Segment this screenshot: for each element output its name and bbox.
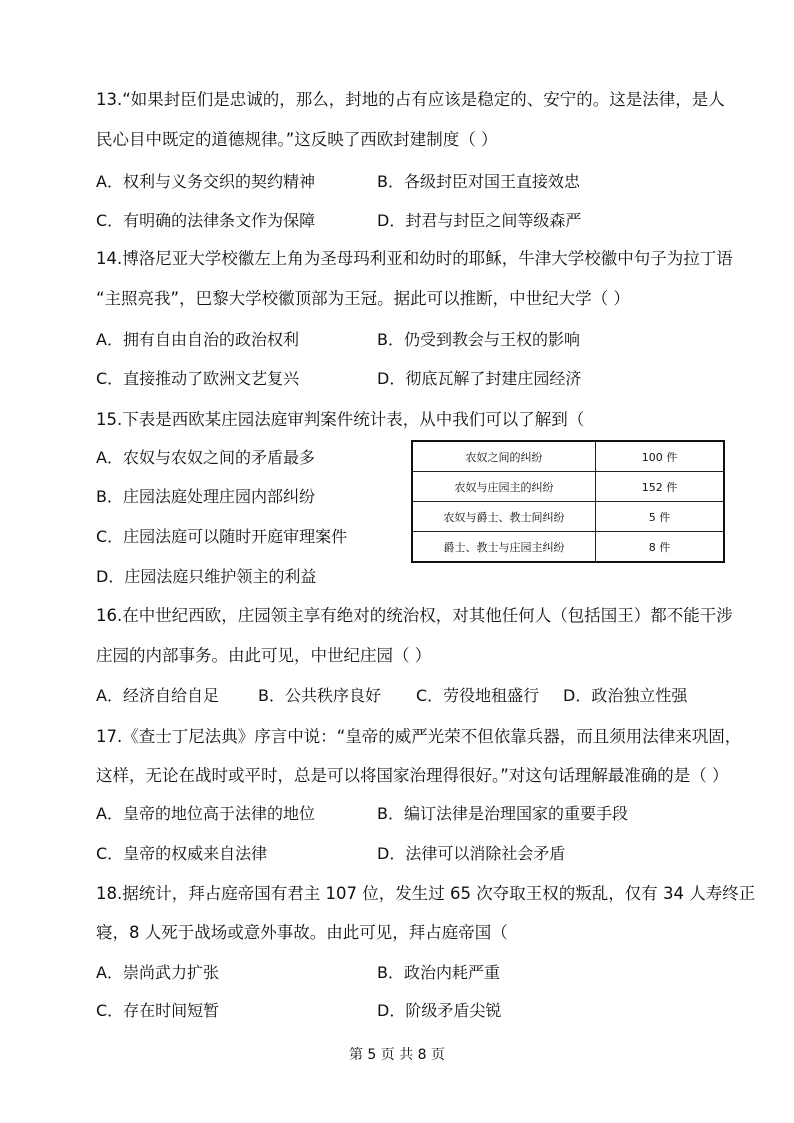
q15-option-c: C．庄园法庭可以随时开庭审理案件 — [96, 527, 348, 546]
table-cell-count: 100 件 — [596, 441, 725, 472]
q13-option-b: B．各级封臣对国王直接效忠 — [377, 172, 580, 191]
q18-stem-line2: 寝，8 人死于战场或意外事故。由此可见，拜占庭帝国（ — [96, 923, 508, 942]
q15-stem-line1: 15.下表是西欧某庄园法庭审判案件统计表，从中我们可以了解到（ — [96, 410, 585, 429]
q17-option-d: D．法律可以消除社会矛盾 — [377, 844, 566, 863]
q15-option-a: A．农奴与农奴之间的矛盾最多 — [96, 448, 315, 467]
table-cell-count: 8 件 — [596, 532, 725, 563]
q16-stem-line2: 庄园的内部事务。由此可见，中世纪庄园（ ） — [96, 646, 432, 665]
q18-stem-line1: 18.据统计，拜占庭帝国有君主 107 位，发生过 65 次夺取王权的叛乱，仅有 34 人寿终正 — [96, 884, 756, 903]
q14-stem-line2: “主照亮我”，巴黎大学校徽顶部为王冠。据此可以推断，中世纪大学（ ） — [96, 289, 630, 308]
table-cell-case: 农奴与庄园主的纠纷 — [412, 472, 596, 502]
table-row — [412, 472, 724, 502]
q18-option-c: C．存在时间短暂 — [96, 1001, 220, 1020]
table-row — [412, 502, 724, 532]
q14-option-b: B．仍受到教会与王权的影响 — [377, 330, 580, 349]
table-cell-case: 农奴与爵士、教士间纠纷 — [412, 502, 596, 532]
q17-option-b: B．编订法律是治理国家的重要手段 — [377, 804, 628, 823]
q15-option-b: B．庄园法庭处理庄园内部纠纷 — [96, 487, 315, 506]
q16-stem-line1: 16.在中世纪西欧，庄园领主享有绝对的统治权，对其他任何人（包括国王）都不能干涉 — [96, 606, 733, 625]
table-cell-case: 爵士、教士与庄园主纠纷 — [412, 532, 596, 563]
table-cell-count: 152 件 — [596, 472, 725, 502]
table-cell-case: 农奴之间的纠纷 — [412, 441, 596, 472]
q18-option-b: B．政治内耗严重 — [377, 963, 500, 982]
q14-option-d: D．彻底瓦解了封建庄园经济 — [377, 369, 582, 388]
q13-option-d: D．封君与封臣之间等级森严 — [377, 211, 582, 230]
q13-option-a: A．权利与义务交织的契约精神 — [96, 172, 315, 191]
table-cell-count: 5 件 — [596, 502, 725, 532]
table-row — [412, 532, 724, 563]
q17-option-c: C．皇帝的权威来自法律 — [96, 844, 268, 863]
q18-option-d: D．阶级矛盾尖锐 — [377, 1001, 502, 1020]
q13-stem-line2: 民心目中既定的道德规律。”这反映了西欧封建制度（ ） — [96, 130, 498, 149]
q14-stem-line1: 14.博洛尼亚大学校徽左上角为圣母玛利亚和幼时的耶稣，牛津大学校徽中句子为拉丁语 — [96, 249, 733, 268]
page-number: 第 5 页 共 8 页 — [348, 1047, 446, 1063]
q14-option-a: A．拥有自由自治的政治权利 — [96, 330, 299, 349]
q16-option-d: D．政治独立性强 — [563, 686, 688, 705]
q16-option-b: B．公共秩序良好 — [258, 686, 381, 705]
q13-stem-line1: 13.“如果封臣们是忠诚的，那么，封地的占有应该是稳定的、安宁的。这是法律，是人 — [96, 90, 725, 109]
q13-option-c: C．有明确的法律条文作为保障 — [96, 211, 316, 230]
q18-option-a: A．崇尚武力扩张 — [96, 963, 219, 982]
q17-stem-line1: 17.《查士丁尼法典》序言中说：“皇帝的威严光荣不但依靠兵器，而且须用法律来巩固， — [96, 727, 742, 746]
table-row — [412, 441, 724, 472]
q17-stem-line2: 这样，无论在战时或平时，总是可以将国家治理得很好。”对这句话理解最准确的是（ ） — [96, 766, 729, 785]
case-statistics-table — [411, 440, 725, 563]
q16-option-c: C．劳役地租盛行 — [416, 686, 540, 705]
q15-option-d: D．庄园法庭只维护领主的利益 — [96, 567, 317, 586]
q14-option-c: C．直接推动了欧洲文艺复兴 — [96, 369, 300, 388]
q17-option-a: A．皇帝的地位高于法律的地位 — [96, 804, 315, 823]
q16-option-a: A．经济自给自足 — [96, 686, 219, 705]
